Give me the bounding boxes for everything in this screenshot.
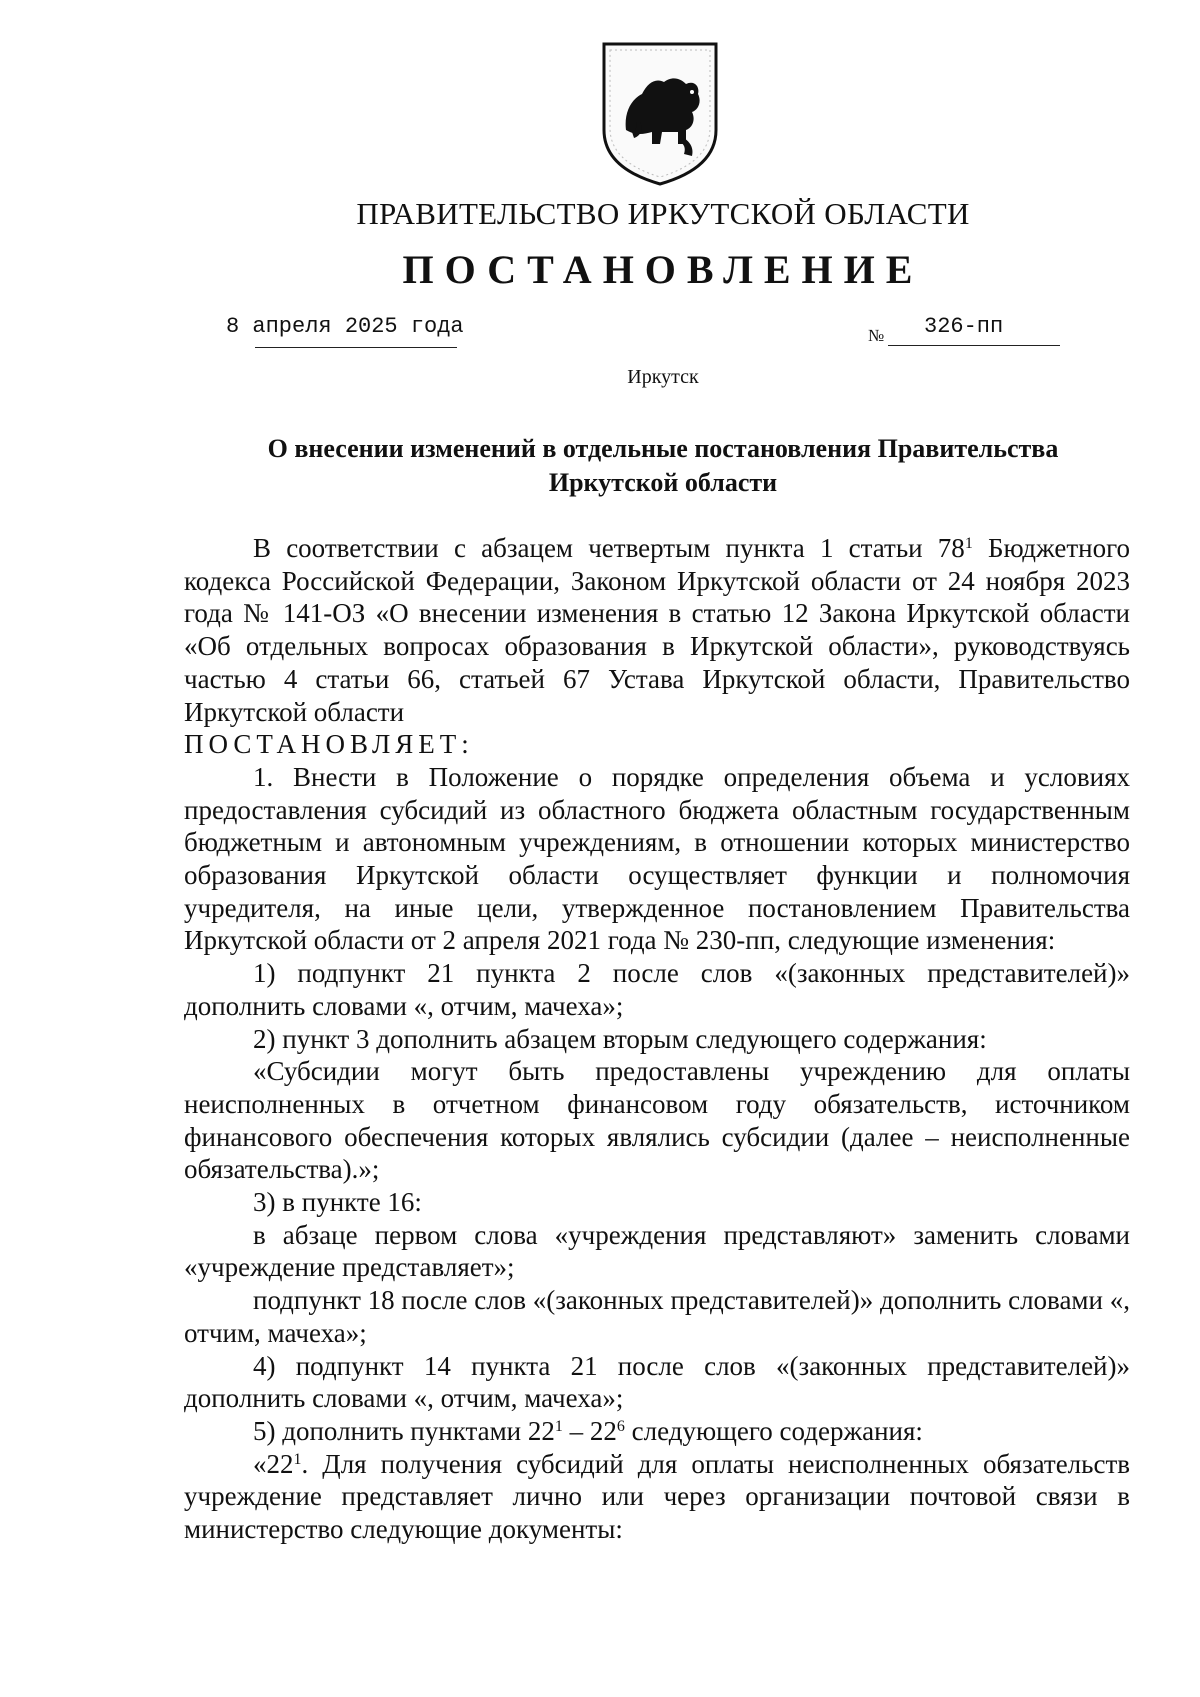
item-1-subitem-3: 3) в пункте 16: [253,1187,422,1218]
item-1-subitem-2: 2) пункт 3 дополнить абзацем вторым следующего содержания: [253,1023,987,1054]
city-name: Иркутск [627,366,699,388]
item-5-text-c: следующего содержания: [624,1415,923,1446]
title-line-2: Иркутской области [548,468,778,497]
decree-date: 8 апреля 2025 года [226,314,464,339]
government-name: ПРАВИТЕЛЬСТВО ИРКУТСКОЙ ОБЛАСТИ [356,196,970,231]
preamble-text-a: В соответствии с абзацем четвертым пункта 1 статьи 78 [253,533,965,563]
document-title [200,432,1126,500]
number-underline [888,345,1060,346]
title-line-1: О внесении изменений в отдельные постановления Правительства [267,434,1059,463]
item-1-subitem-1: 1) подпункт 21 пункта 2 после слов «(законных представителей)» дополнить словами «, отчим, мачеха»; [184,958,1130,1021]
resolves-keyword: ПОСТАНОВЛЯЕТ: [184,729,474,760]
preamble-paragraph [184,532,1130,728]
date-underline [255,347,457,348]
item-5-superscript-2: 6 [616,1417,625,1435]
item-5-text-a: 5) дополнить пунктами 22 [253,1415,555,1446]
preamble-text-b: Бюджетного кодекса Российской Федерации, Законом Иркутской области от 24 ноября 2023 года № 141-ОЗ «О внесении изменения в статью 12 Закона Иркутской области «Об отдельных вопросах образования в Иркутской области», руководствуясь частью 4 статьи 66, статьей 67 Устава Иркутской области, Правительство Иркутской области [184,533,1130,727]
item-1-subitem-5 [184,1415,1130,1448]
point-22-text-b: . Для получения субсидий для оплаты неисполненных обязательств учреждение представляет лично или через организации почтовой связи в министерство следующие документы: [184,1448,1130,1545]
point-22-superscript: 1 [293,1450,302,1468]
number-label: № [868,326,885,345]
document-body [184,532,1130,1546]
item-1: 1. Внести в Положение о порядке определения объема и условиях предоставления субсидий из областного бюджета областным государственным бюджетным и автономным учреждениям, в отношении которых министерство образования Иркутской области осуществляет функции и полномочия учредителя, на иные цели, утвержденное постановлением Правительства Иркутской области от 2 апреля 2021 года № 230-пп, следующие изменения: [184,761,1130,956]
item-1-subitem-3-b: подпункт 18 после слов «(законных представителей)» дополнить словами «, отчим, мачеха»; [184,1285,1130,1348]
new-point-22-1 [184,1448,1130,1546]
preamble-superscript: 1 [964,535,973,552]
item-1-subitem-4: 4) подпункт 14 пункта 21 после слов «(законных представителей)» дополнить словами «, отчим, мачеха»; [184,1350,1130,1414]
point-22-text-a: «22 [253,1448,294,1479]
decree-type: ПОСТАНОВЛЕНИЕ [402,247,924,292]
irkutsk-coat-of-arms-icon [600,38,720,188]
item-1-subitem-3-a: в абзаце первом слова «учреждения представляют» заменить словами «учреждение представляет»; [184,1219,1130,1283]
item-1-subitem-2-quote: «Субсидии могут быть предоставлены учреждению для оплаты неисполненных в отчетном финансовом году обязательств, источником финансового обеспечения которых являлись субсидии (далее – неисполненные обязательства).»; [184,1056,1130,1185]
item-5-text-b: – 22 [562,1415,617,1446]
decree-number: 326-пп [924,314,1004,339]
item-5-superscript-1: 1 [554,1417,563,1435]
